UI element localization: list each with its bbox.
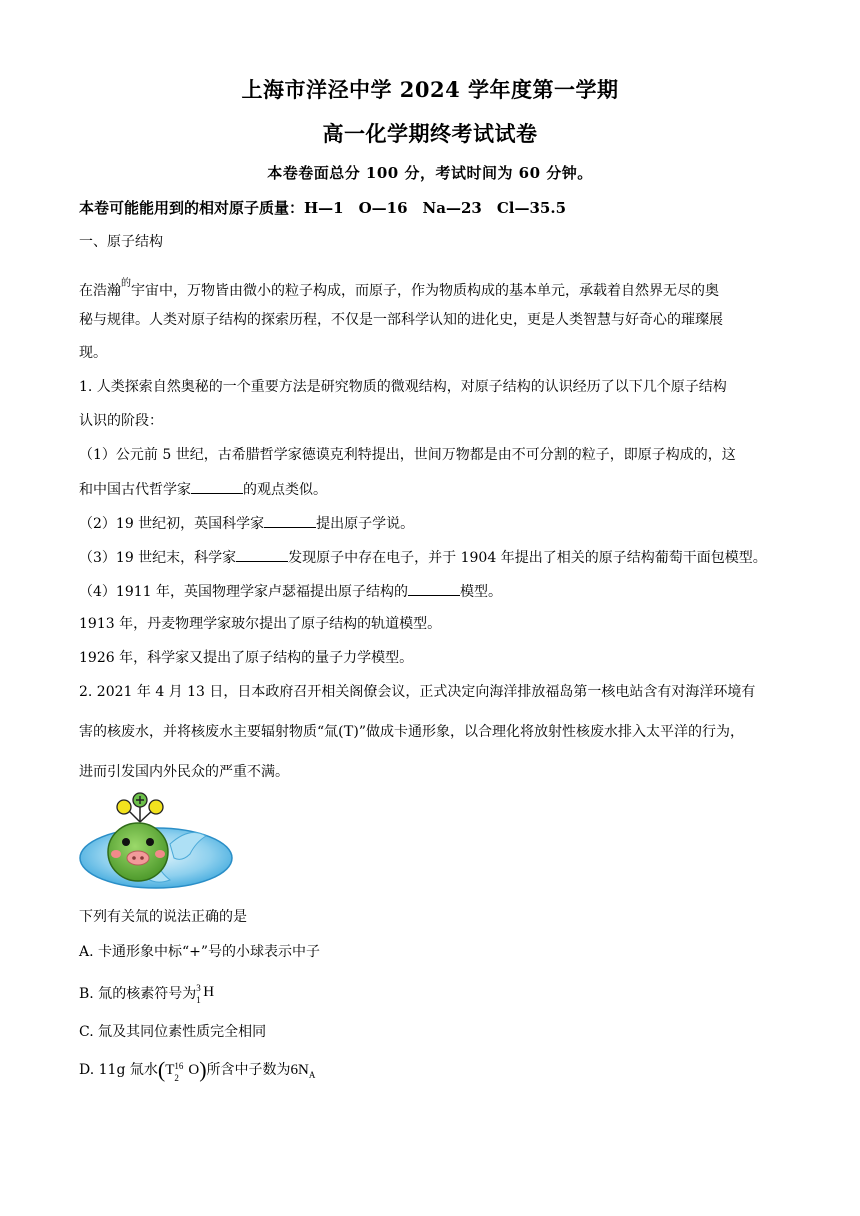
neutron-count: 6N xyxy=(290,1062,309,1078)
tritium-symbol: T xyxy=(343,723,354,740)
q1-part4 xyxy=(79,581,789,602)
tritium-mascot-image xyxy=(78,792,234,898)
atomic-mass-info: 本卷可能能用到的相对原子质量：H—1 O—16 Na—23 Cl—35.5 xyxy=(79,199,567,217)
option-d[interactable] xyxy=(79,1057,789,1085)
intro-line-3: 现。 xyxy=(79,345,107,361)
atomic-number: 1 xyxy=(196,995,201,1005)
subscript-2: 2 xyxy=(174,1073,179,1083)
right-paren: ) xyxy=(199,1057,207,1082)
q1-stem-line-1: 1. 人类探索自然奥秘的一个重要方法是研究物质的微观结构，对原子结构的认识经历了以下几个原子结构 xyxy=(79,379,727,395)
q1-part1-post: 的观点类似。 xyxy=(243,482,327,498)
q1-stem-line-2: 认识的阶段： xyxy=(79,413,163,429)
mass-number: 3 xyxy=(196,983,201,993)
exam-title: 高一化学期终考试试卷 xyxy=(322,121,538,146)
q1-part4-post: 模型。 xyxy=(460,584,502,600)
option-c[interactable]: C. 氚及其同位素性质完全相同 xyxy=(79,1024,267,1040)
intro-sup: 的 xyxy=(121,278,131,289)
mass-16: 16 xyxy=(174,1061,184,1071)
section-heading: 一、原子结构 xyxy=(79,234,163,250)
q1-part3-pre: （3）19 世纪末，科学家 xyxy=(79,550,237,566)
q2-stem-pre: 害的核废水，并将核废水主要辐射物质“氚( xyxy=(79,724,344,740)
answer-blank-2[interactable] xyxy=(264,513,316,528)
q1-part1-pre: 和中国古代哲学家 xyxy=(79,482,191,498)
option-d-mid: 所含中子数为 xyxy=(206,1062,291,1078)
q2-stem-line-1: 2. 2021 年 4 月 13 日，日本政府召开相关阁僚会议，正式决定向海洋排放福岛第一核电站含有对海洋环境有 xyxy=(79,684,756,700)
intro-pre: 在浩瀚 xyxy=(79,283,121,299)
q1-part3 xyxy=(79,547,789,568)
q1-note-2: 1926 年，科学家又提出了原子结构的量子力学模型。 xyxy=(79,650,414,666)
q1-part1-line-2 xyxy=(79,479,789,500)
q1-part2-post: 提出原子学说。 xyxy=(316,516,415,532)
q1-note-1: 1913 年，丹麦物理学家玻尔提出了原子结构的轨道模型。 xyxy=(79,616,442,632)
school-title: 上海市洋泾中学 2024 学年度第一学期 xyxy=(241,77,619,102)
left-paren: ( xyxy=(157,1057,166,1082)
intro-line-2: 秘与规律。人类对原子结构的探索历程，不仅是一部科学认知的进化史，更是人类智慧与好奇心的璀璨展 xyxy=(79,312,723,328)
q1-part4-pre: （4）1911 年，英国物理学家卢瑟福提出原子结构的 xyxy=(79,584,408,600)
oxygen-o: O xyxy=(188,1062,200,1078)
intro-text-1: 宇宙中，万物皆由微小的粒子构成，而原子，作为物质构成的基本单元，承载着自然界无尽的奥 xyxy=(131,283,719,299)
q2-stem-line-3: 进而引发国内外民众的严重不满。 xyxy=(79,764,289,780)
option-b[interactable] xyxy=(79,982,789,1004)
q1-part3-post: 发现原子中存在电子，并于 1904 年提出了相关的原子结构葡萄干面包模型。 xyxy=(288,550,767,566)
score-info: 本卷卷面总分 100 分，考试时间为 60 分钟。 xyxy=(267,164,593,182)
tritium-nuclide-symbol xyxy=(196,982,216,1005)
q2-question: 下列有关氚的说法正确的是 xyxy=(79,909,247,925)
q1-part1-line-1: （1）公元前 5 世纪，古希腊哲学家德谟克利特提出，世间万物都是由不可分割的粒子，即原子构成的，这 xyxy=(79,447,736,463)
option-d-text: D. 11g 氚水 xyxy=(79,1062,158,1078)
q1-part2-pre: （2）19 世纪初，英国科学家 xyxy=(79,516,265,532)
answer-blank-4[interactable] xyxy=(408,581,460,596)
element-symbol: H xyxy=(203,984,215,1000)
q2-stem-post: )”做成卡通形象，以合理化将放射性核废水排入太平洋的行为， xyxy=(353,724,745,740)
q2-stem-line-2 xyxy=(79,722,789,742)
tritium-t: T xyxy=(165,1062,175,1078)
option-a[interactable]: A. 卡通形象中标“+”号的小球表示中子 xyxy=(79,944,321,960)
avogadro-sub: A xyxy=(308,1070,316,1080)
answer-blank-3[interactable] xyxy=(236,547,288,562)
answer-blank-1[interactable] xyxy=(191,479,243,494)
intro-line-1 xyxy=(79,274,789,301)
option-b-text: B. 氚的核素符号为 xyxy=(79,986,197,1002)
q1-part2 xyxy=(79,513,789,534)
